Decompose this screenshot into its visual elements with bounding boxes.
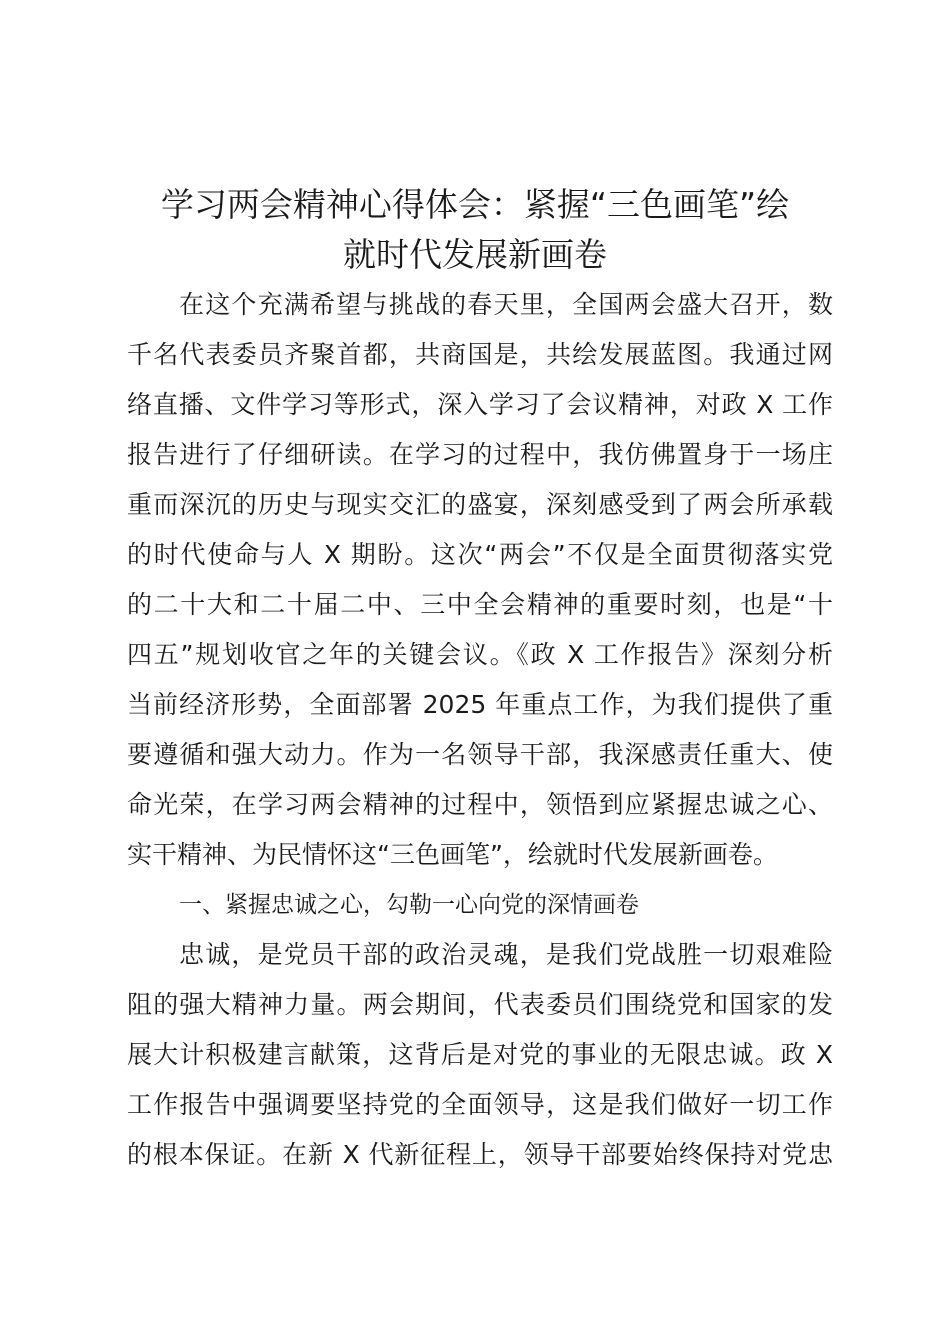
paragraph-line: 阻的强大精神力量。两会期间，代表委员们围绕党和国家的发	[127, 990, 833, 1019]
paragraph-line: 命光荣，在学习两会精神的过程中，领悟到应紧握忠诚之心、	[127, 790, 833, 819]
paragraph-line: 的二十大和二十届二中、三中全会精神的重要时刻，也是“十	[127, 590, 833, 619]
title-line-2: 就时代发展新画卷	[343, 235, 607, 274]
paragraph-line: 要遵循和强大动力。作为一名领导干部，我深感责任重大、使	[127, 740, 833, 769]
paragraph-line: 实干精神、为民情怀这“三色画笔”，绘就时代发展新画卷。	[127, 840, 778, 869]
paragraph-section1	[127, 930, 833, 1180]
paragraph-line: 忠诚，是党员干部的政治灵魂，是我们党战胜一切艰难险	[179, 940, 833, 969]
paragraph-line: 在这个充满希望与挑战的春天里，全国两会盛大召开，数	[179, 290, 833, 319]
paragraph-line: 千名代表委员齐聚首都，共商国是，共绘发展蓝图。我通过网	[127, 340, 833, 369]
paragraph-line: 的根本保证。在新 X 代新征程上，领导干部要始终保持对党忠	[127, 1140, 833, 1169]
paragraph-line: 展大计积极建言献策，这背后是对党的事业的无限忠诚。政 X	[127, 1040, 833, 1069]
paragraph-line: 报告进行了仔细研读。在学习的过程中，我仿佛置身于一场庄	[127, 440, 833, 469]
paragraph-line: 工作报告中强调要坚持党的全面领导，这是我们做好一切工作	[127, 1090, 833, 1119]
paragraph-line: 四五”规划收官之年的关键会议。《政 X 工作报告》深刻分析	[127, 640, 833, 669]
document-title	[110, 180, 840, 280]
paragraph-line: 重而深沉的历史与现实交汇的盛宴，深刻感受到了两会所承载	[127, 490, 833, 519]
paragraph-intro	[127, 280, 833, 880]
document-body	[127, 280, 833, 1180]
paragraph-line: 络直播、文件学习等形式，深入学习了会议精神，对政 X 工作	[127, 390, 833, 419]
paragraph-line: 当前经济形势，全面部署 2025 年重点工作，为我们提供了重	[127, 690, 833, 719]
paragraph-line: 的时代使命与人 X 期盼。这次“两会”不仅是全面贯彻落实党	[127, 540, 833, 569]
title-line-1: 学习两会精神心得体会：紧握“三色画笔”绘	[160, 185, 790, 224]
section-heading: 一、紧握忠诚之心，勾勒一心向党的深情画卷	[179, 892, 639, 918]
